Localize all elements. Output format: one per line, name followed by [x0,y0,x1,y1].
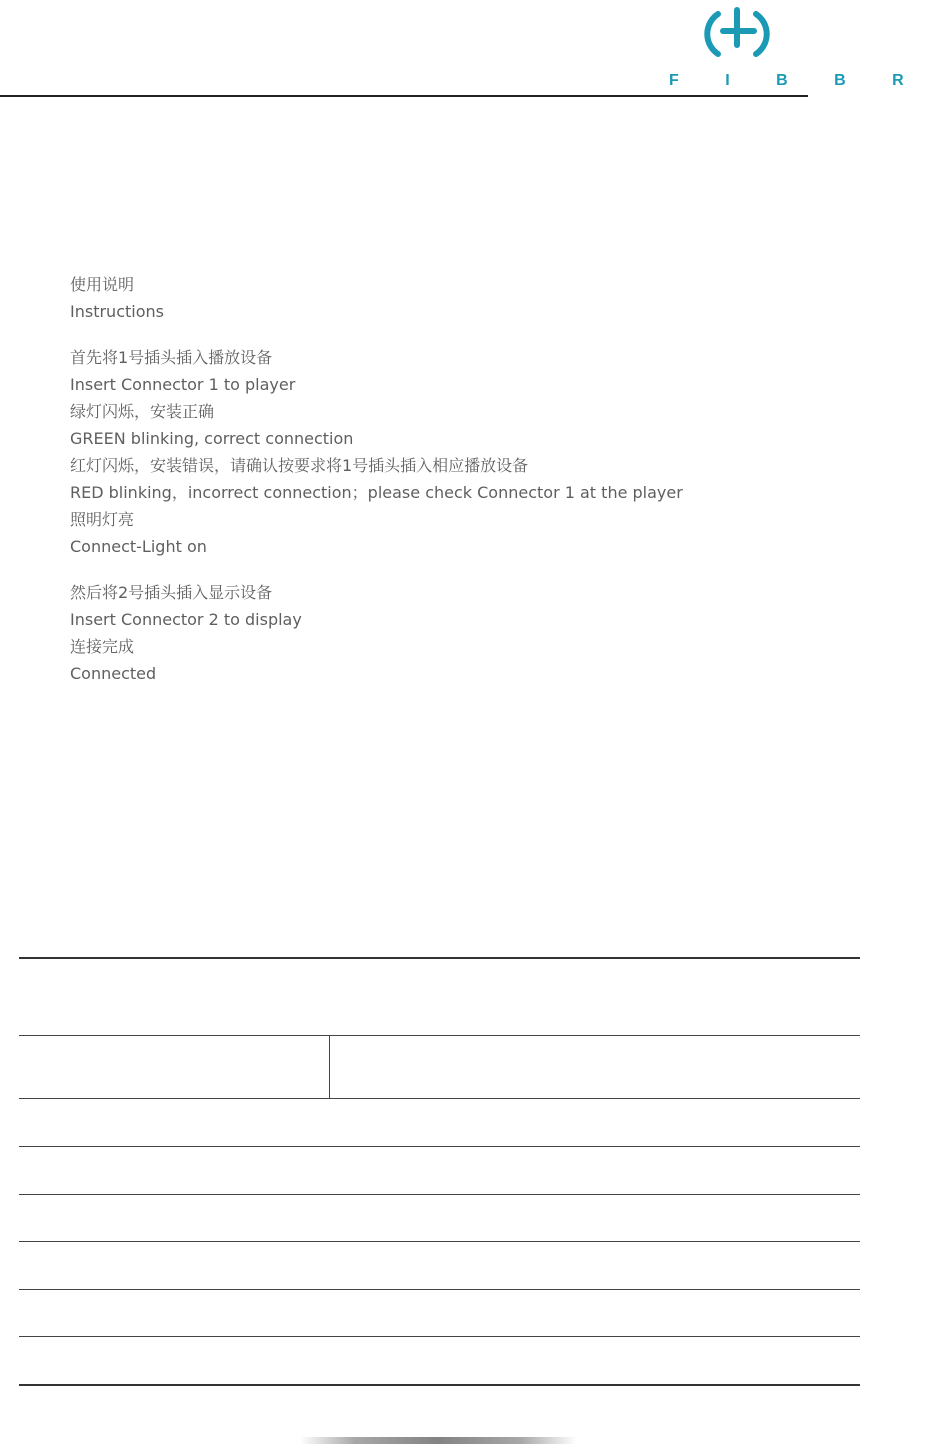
light-status-en: Connect-Light on [70,537,207,556]
light-status-cn: 照明灯亮 [70,510,135,529]
red-status-en: RED blinking，incorrect connection；please check Connector 1 at the player [70,483,683,502]
circle-plus-icon [707,4,767,64]
table-bottom-border [19,1384,860,1386]
instructions-title-en: Instructions [70,302,164,321]
header-divider [0,95,808,97]
table-row-divider [19,1336,860,1337]
table-top-border [19,957,860,959]
table-row-divider [19,1146,860,1147]
step2-text-en: Insert Connector 2 to display [70,610,302,629]
table-row-divider [19,1098,860,1099]
logo [664,4,925,96]
table-row-divider [19,1035,860,1036]
connected-status-cn: 连接完成 [70,637,135,656]
instructions-title-cn: 使用说明 [70,275,135,294]
table-row-divider [19,1289,860,1290]
instructions-block [70,271,683,687]
footer-mark [300,1437,576,1444]
green-status-cn: 绿灯闪烁，安装正确 [70,402,215,421]
table-column-divider [329,1036,330,1098]
green-status-en: GREEN blinking, correct connection [70,429,354,448]
connected-status-en: Connected [70,664,157,683]
table-row-divider [19,1194,860,1195]
table-row-divider [19,1241,860,1242]
spacer [70,325,683,344]
step2-text-cn: 然后将2号插头插入显示设备 [70,583,273,602]
step1-text-en: Insert Connector 1 to player [70,375,296,394]
step1-text-cn: 首先将1号插头插入播放设备 [70,348,273,367]
logo-wordmark: F I B B R [669,72,925,89]
red-status-cn: 红灯闪烁，安装错误，请确认按要求将1号插头插入相应播放设备 [70,456,529,475]
spacer [70,560,683,579]
